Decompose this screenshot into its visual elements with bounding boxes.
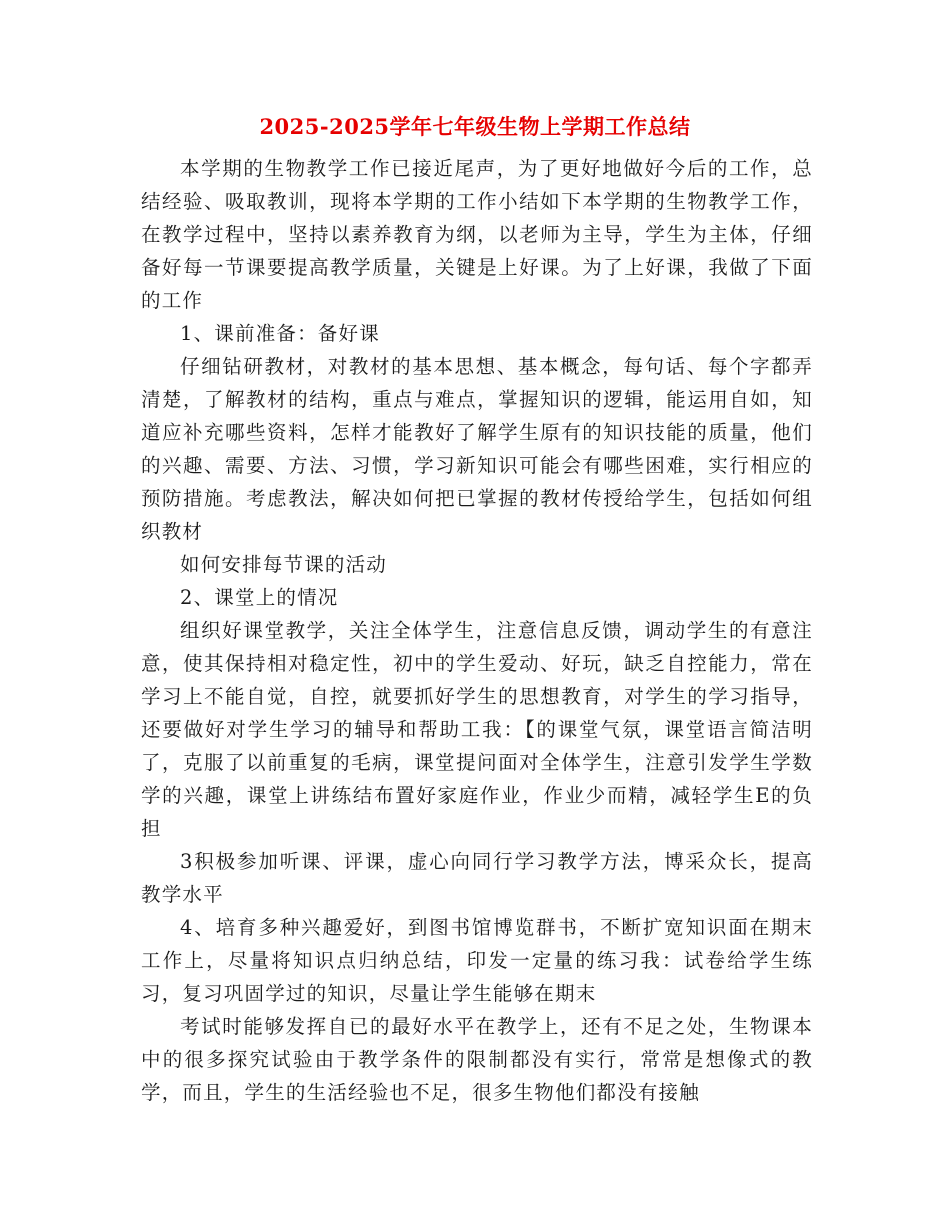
paragraph-activities: 如何安排每节课的活动 [180,553,388,576]
paragraph-intro: 本学期的生物教学工作已接近尾声，为了更好地做好今后的工作，总结经验、吸取教训，现将本学期的工作小结如下本学期的生物教学工作，在教学过程中，坚持以素养教育为纲，以老师为主导，学生为主体，仔细备好每一节课要提高教学质量，关键是上好课。为了上好课，我做了下面的工作 [141,157,813,312]
paragraph-item-4: 4、培育多种兴趣爱好，到图书馆博览群书，不断扩宽知识面在期末工作上，尽量将知识点归纳总结，印发一定量的练习我：试卷给学生练习，复习巩固学过的知识，尽量让学生能够在期末 [141,916,813,1005]
document-title: 2025-2025学年七年级生物上学期工作总结 [259,114,691,139]
paragraph-reflection: 考试时能够发挥自已的最好水平在教学上，还有不足之处，生物课本中的很多探究试验由于教学条件的限制都没有实行，常常是想像式的教学，而且，学生的生活经验也不足，很多生物他们都没有接触 [141,1015,813,1104]
section-heading-2: 2、课堂上的情况 [180,586,339,609]
paragraph-item-3: 3积极参加听课、评课，虚心向同行学习教学方法，博采众长，提高教学水平 [141,850,813,906]
document-body [141,152,813,1109]
paragraph-preparation: 仔细钻研教材，对教材的基本思想、基本概念，每句话、每个字都弄清楚，了解教材的结构，重点与难点，掌握知识的逻辑，能运用自如，知道应补充哪些资料，怎样才能教好了解学生原有的知识技能的质量，他们的兴趣、需要、方法、习惯，学习新知识可能会有哪些困难，实行相应的预防措施。考虑教法，解决如何把已掌握的教材传授给学生，包括如何组织教材 [141,355,813,543]
paragraph-classroom: 组织好课堂教学，关注全体学生，注意信息反馈，调动学生的有意注意，使其保持相对稳定性，初中的学生爱动、好玩，缺乏自控能力，常在学习上不能自觉，自控，就要抓好学生的思想教育，对学生的学习指导，还要做好对学生学习的辅导和帮助工我：【的课堂气氛，课堂语言简洁明了，克服了以前重复的毛病，课堂提问面对全体学生，注意引发学生学数学的兴趣，课堂上讲练结布置好家庭作业，作业少而精，减轻学生E的负担 [141,619,813,840]
section-heading-1: 1、课前准备：备好课 [180,322,380,345]
